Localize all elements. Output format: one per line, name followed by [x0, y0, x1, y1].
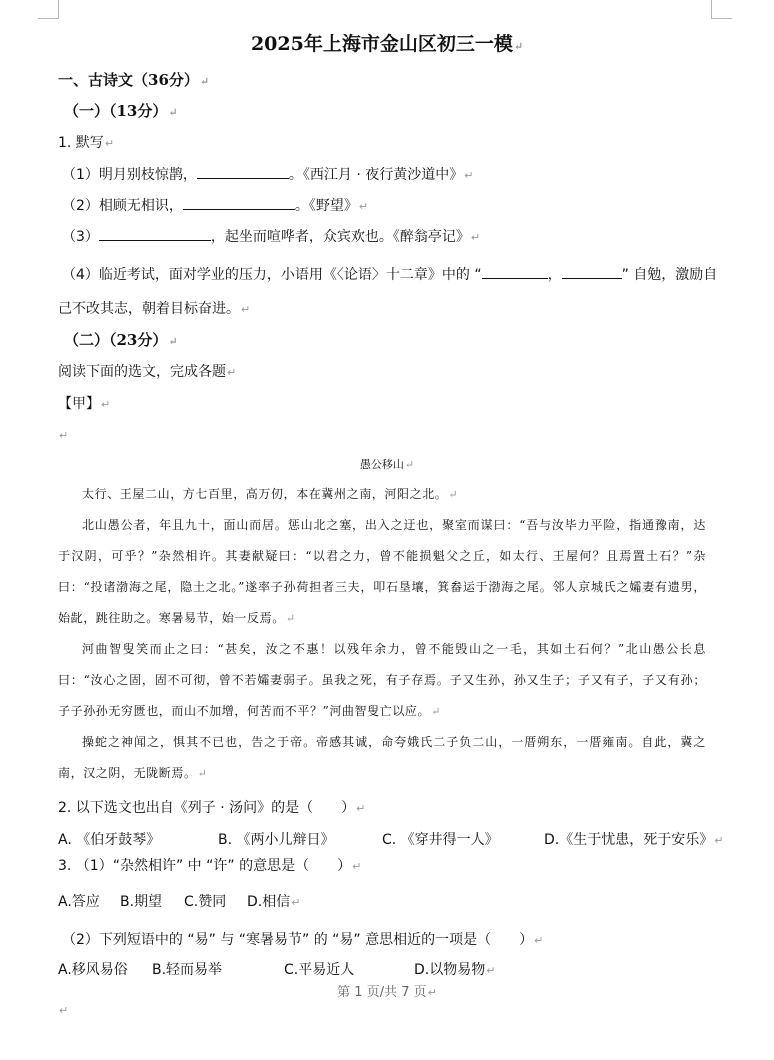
- option-b[interactable]: B.期望: [120, 894, 163, 910]
- option-b[interactable]: B. 《两小儿辩日》: [218, 832, 335, 848]
- part2-heading: （二）（23分）↵: [64, 331, 178, 349]
- q1-item-4: （4）临近考试，面对学业的压力，小语用《〈论语〉十二章》中的 “ ， ” 自勉，激励自: [62, 264, 717, 285]
- page-footer: 第 1 页/共 7 页↵: [337, 985, 437, 1000]
- q1-item-2: （2）相顾无相识， 。《野望》↵: [62, 195, 368, 217]
- part1-heading: （一）（13分）↵: [64, 102, 178, 120]
- answer-blank[interactable]: [197, 164, 289, 179]
- passage-title: 愚公移山↵: [359, 458, 415, 471]
- answer-blank[interactable]: [482, 264, 548, 279]
- q3-stem: 3. （1）“杂然相许” 中 “许” 的意思是（ ）↵: [58, 858, 362, 874]
- q3-sub2-stem: （2）下列短语中的 “易” 与 “寒暑易节” 的 “易” 意思相近的一项是（ ）↵: [62, 932, 544, 948]
- option-d[interactable]: D.《生于忧患，死于安乐》↵: [544, 832, 724, 848]
- option-a[interactable]: A.答应: [58, 894, 100, 910]
- q1-item-3: （3） ，起坐而喧哗者，众宾欢也。《醉翁亭记》↵: [62, 226, 480, 248]
- passage-body: [58, 479, 706, 789]
- q1-item-4-continued: 己不改其志，朝着目标奋进。↵: [58, 301, 251, 317]
- passage-paragraph: 河曲智叟笑而止之曰：“甚矣，汝之不惠！以残年余力，曾不能毁山之一毛，其如土石何？”北山愚公长息曰：“汝心之固，固不可彻，曾不若孀妻弱子。虽我之死，有子存焉。子又生孙，孙又生子；子又有子，子又有孙；子子孙孙无穷匮也，而山不加增，何苦而不平？”河曲智叟亡以应。↵: [58, 642, 706, 718]
- reading-instruction: 阅读下面的选文，完成各题↵: [58, 364, 237, 380]
- empty-line: ↵: [59, 1004, 69, 1017]
- passage-paragraph: 北山愚公者，年且九十，面山而居。惩山北之塞，出入之迂也，聚室而谋曰：“吾与汝毕力平险，指通豫南，达于汉阴，可乎？”杂然相许。其妻献疑曰：“以君之力，曾不能损魁父之丘，如太行、王屋何？且焉置土石？”杂曰：“投诸渤海之尾，隐土之北。”遂率子孙荷担者三夫，叩石垦壤，箕畚运于渤海之尾。邻人京城氏之孀妻有遗男，始龀，跳往助之。寒暑易节，始一反焉。↵: [58, 518, 706, 625]
- q2-stem: 2. 以下选文也出自《列子 · 汤问》的是（ ）↵: [58, 800, 366, 816]
- option-a[interactable]: A.移风易俗: [58, 962, 128, 978]
- answer-blank[interactable]: [183, 195, 295, 210]
- option-c[interactable]: C. 《穿井得一人》: [382, 832, 499, 848]
- option-d[interactable]: D.相信↵: [247, 894, 301, 910]
- section-heading: 一、古诗文（36分）↵: [58, 71, 210, 89]
- passage-label: 【甲】↵: [58, 396, 111, 412]
- option-d[interactable]: D.以物易物↵: [414, 962, 496, 978]
- q1-item-1: （1）明月别枝惊鹊， 。《西江月 · 夜行黄沙道中》↵: [62, 164, 474, 186]
- q1-label: 1. 默写↵: [58, 135, 115, 151]
- option-c[interactable]: C.赞同: [184, 894, 227, 910]
- empty-line: ↵: [59, 429, 69, 442]
- answer-blank[interactable]: [99, 226, 211, 241]
- page-corner-mark-right: [711, 0, 732, 19]
- answer-blank[interactable]: [562, 264, 622, 279]
- exam-title: 2025年上海市金山区初三一模↵: [250, 33, 524, 55]
- option-c[interactable]: C.平易近人: [284, 962, 355, 978]
- page-corner-mark-left: [38, 0, 59, 19]
- option-b[interactable]: B.轻而易举: [152, 962, 223, 978]
- option-a[interactable]: A. 《伯牙鼓琴》: [58, 832, 161, 848]
- passage-paragraph: 太行、王屋二山，方七百里，高万仞，本在冀州之南，河阳之北。↵: [82, 487, 459, 501]
- passage-paragraph: 操蛇之神闻之，惧其不已也，告之于帝。帝感其诚，命夸娥氏二子负二山，一厝朔东，一厝雍南。自此，冀之南，汉之阴，无陇断焉。↵: [58, 735, 706, 780]
